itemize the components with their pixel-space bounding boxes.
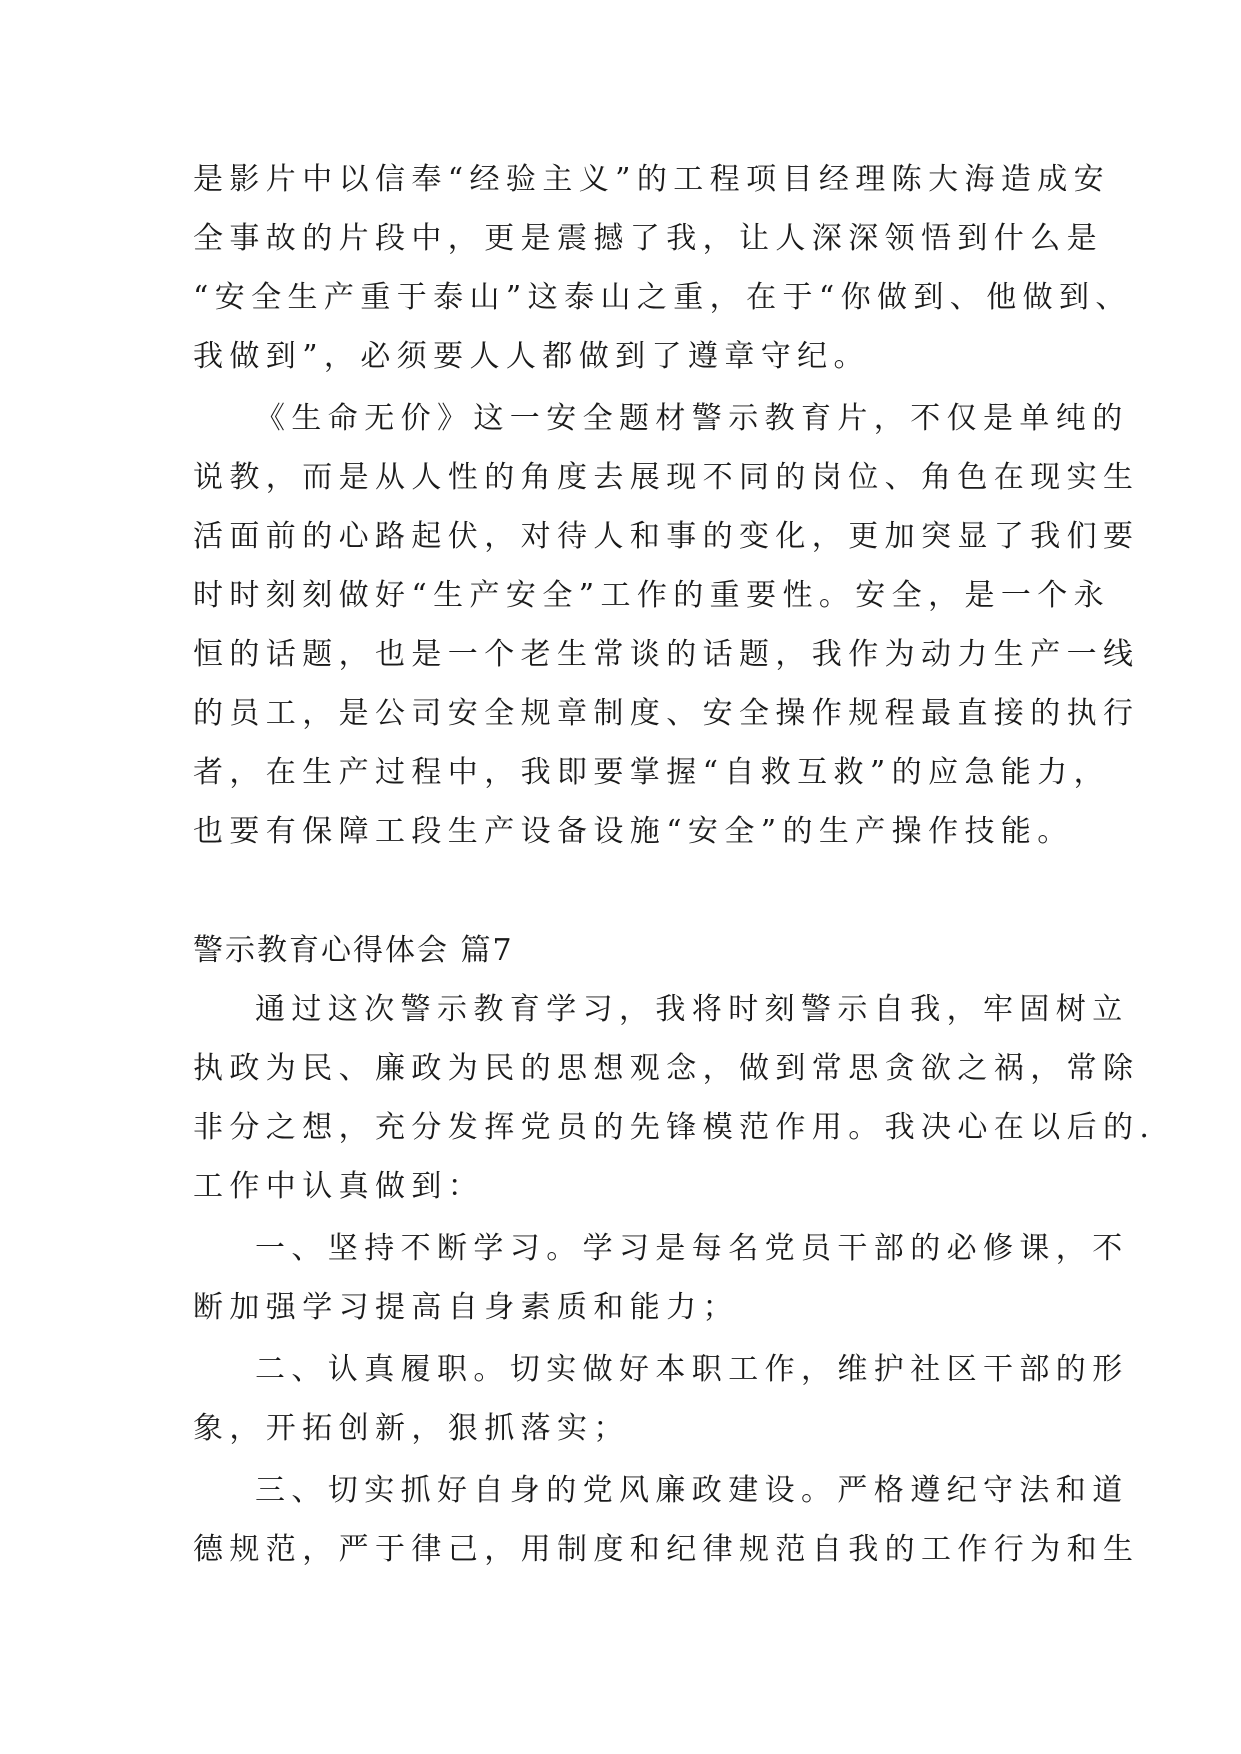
text-line: 工作中认真做到： (193, 1169, 485, 1204)
text-line: 是影片中以信奉“经验主义”的工程项目经理陈大海造成安 (193, 162, 1111, 197)
text-line: 活面前的心路起伏，对待人和事的变化，更加突显了我们要 (193, 519, 1140, 554)
list-item: 三、切实抓好自身的党风廉政建设。严格遵纪守法和道 (255, 1473, 1129, 1508)
text-line: 也要有保障工段生产设备设施“安全”的生产操作技能。 (193, 814, 1074, 849)
text-line: 执政为民、廉政为民的思想观念，做到常思贪欲之祸，常除 (193, 1051, 1140, 1086)
text-line: 《生命无价》这一安全题材警示教育片，不仅是单纯的 (255, 401, 1129, 436)
text-line: 我做到”，必须要人人都做到了遵章守纪。 (193, 339, 870, 374)
list-item: 一、坚持不断学习。学习是每名党员干部的必修课，不 (255, 1231, 1129, 1266)
text-line: 恒的话题，也是一个老生常谈的话题，我作为动力生产一线 (193, 637, 1140, 672)
text-line: 非分之想，充分发挥党员的先锋模范作用。我决心在以后的. (193, 1110, 1156, 1145)
text-line: 的员工，是公司安全规章制度、安全操作规程最直接的执行 (193, 696, 1140, 731)
section-heading: 警示教育心得体会 篇7 (193, 933, 514, 968)
text-line: 时时刻刻做好“生产安全”工作的重要性。安全，是一个永 (193, 578, 1111, 613)
text-line: 象，开拓创新，狠抓落实； (193, 1411, 630, 1446)
text-line: 全事故的片段中，更是震撼了我，让人深深领悟到什么是 (193, 221, 1103, 256)
list-item: 二、认真履职。切实做好本职工作，维护社区干部的形 (255, 1352, 1129, 1387)
text-line: 德规范，严于律己，用制度和纪律规范自我的工作行为和生 (193, 1532, 1140, 1567)
text-line: 通过这次警示教育学习，我将时刻警示自我，牢固树立 (255, 992, 1129, 1027)
text-line: “安全生产重于泰山”这泰山之重，在于“你做到、他做到、 (193, 280, 1132, 315)
text-line: 断加强学习提高自身素质和能力； (193, 1290, 739, 1325)
text-line: 说教，而是从人性的角度去展现不同的岗位、角色在现实生 (193, 460, 1140, 495)
text-line: 者，在生产过程中，我即要掌握“自救互救”的应急能力， (193, 755, 1111, 790)
